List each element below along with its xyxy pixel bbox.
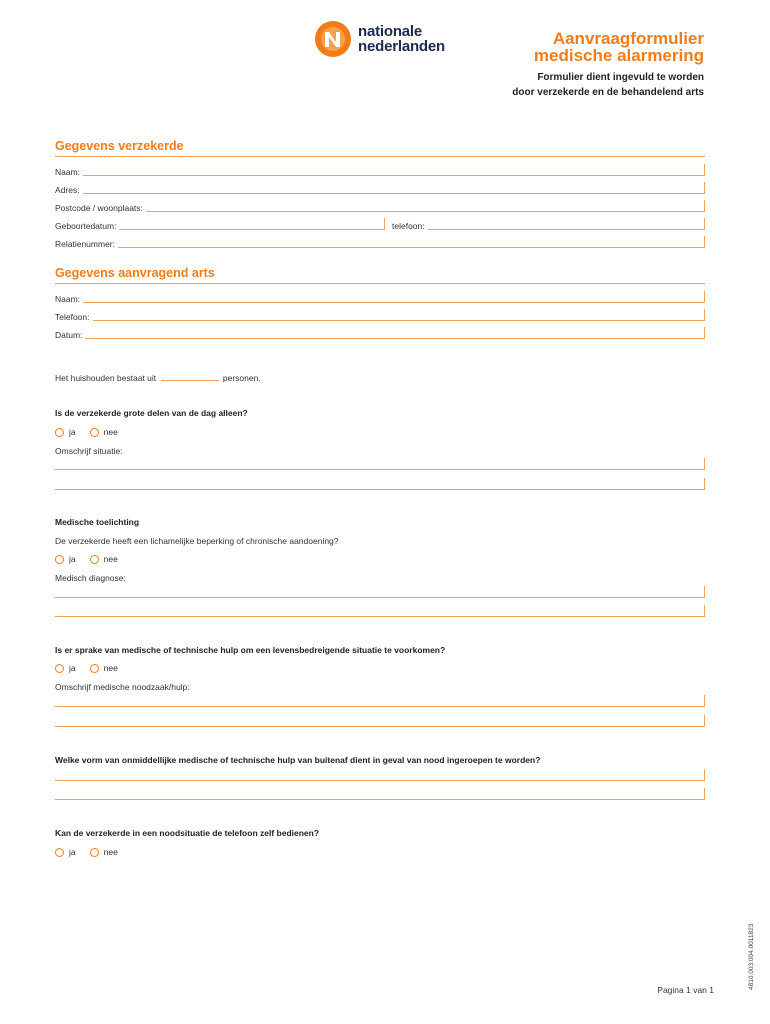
radio-circle-icon[interactable] [55,848,64,857]
radio-alone-no[interactable] [90,427,118,437]
question-help-form: Welke vorm van onmiddellijke medische of technische hulp van buitenaf dient in geval van nood ingeroepen te worden? [55,755,541,765]
line-tick [704,788,705,800]
radio-medical-yes[interactable] [55,554,76,564]
describe-help-label: Omschrijf medische noodzaak/hulp: [55,682,190,692]
radio-group-phone [55,847,132,857]
form-subtitle-line-1: Formulier dient ingevuld te worden [537,72,704,83]
radio-circle-icon[interactable] [55,664,64,673]
field-insured-relation-number[interactable] [55,236,705,250]
section-title-insured: Gegevens verzekerde [55,139,184,153]
line-tick [704,605,705,617]
field-insured-address[interactable] [55,182,705,196]
radio-circle-icon[interactable] [90,664,99,673]
radio-circle-icon[interactable] [90,428,99,437]
field-label: Postcode / woonplaats: [55,203,143,213]
radio-help-no[interactable] [90,663,118,673]
medical-heading: Medische toelichting [55,517,140,527]
line-bar [55,726,705,727]
line-bar [55,597,705,598]
input-line[interactable] [93,320,706,321]
field-doctor-date[interactable] [55,327,705,341]
input-line[interactable] [118,247,705,248]
help-form-line-2[interactable] [55,786,705,800]
nn-logo-icon [314,20,352,58]
input-line[interactable] [83,175,705,176]
radio-medical-no[interactable] [90,554,118,564]
input-line[interactable] [119,229,385,230]
radio-label: ja [69,427,76,437]
line-tick [704,586,705,598]
field-doctor-name[interactable] [55,291,705,305]
radio-phone-no[interactable] [90,847,118,857]
section-rule-insured [55,156,705,157]
question-phone: Kan de verzekerde in een noodsituatie de telefoon zelf bedienen? [55,828,320,838]
question-alone: Is de verzekerde grote delen van de dag alleen? [55,408,248,418]
help-form-line-1[interactable] [55,767,705,781]
field-label: Telefoon: [55,312,90,322]
field-insured-postcode[interactable] [55,200,705,214]
line-tick [704,715,705,727]
field-insured-phone[interactable] [392,218,705,232]
line-bar [55,780,705,781]
medical-question: De verzekerde heeft een lichamelijke beperking of chronische aandoening? [55,536,339,546]
diagnosis-label: Medisch diagnose: [55,573,126,583]
diagnosis-line-1[interactable] [55,584,705,598]
nn-logo [314,20,445,58]
household-line [55,372,261,383]
line-bar [55,489,705,490]
radio-label: nee [103,554,118,564]
radio-phone-yes[interactable] [55,847,76,857]
describe-situation-label: Omschrijf situatie: [55,446,123,456]
line-bar [55,706,705,707]
help-line-1[interactable] [55,693,705,707]
field-label: Geboortedatum: [55,221,117,231]
question-help: Is er sprake van medische of technische hulp om een levensbedreigende situatie te voorkomen? [55,645,446,655]
line-tick [704,769,705,781]
line-tick [704,478,705,490]
field-doctor-phone[interactable] [55,309,705,323]
field-label: Naam: [55,294,81,304]
logo-line-1: nationale [358,23,423,40]
form-title-line-2: medische alarmering [533,46,704,65]
radio-label: nee [103,427,118,437]
situation-line-2[interactable] [55,476,705,490]
input-line[interactable] [85,338,705,339]
radio-group-alone [55,427,132,437]
field-label: Datum: [55,330,83,340]
page-number: Pagina 1 van 1 [657,985,714,995]
radio-circle-icon[interactable] [90,555,99,564]
logo-text [358,24,445,54]
radio-group-help [55,663,132,673]
household-before: Het huishouden bestaat uit [55,373,157,383]
field-insured-name[interactable] [55,164,705,178]
radio-group-medical [55,554,132,564]
line-bar [55,616,705,617]
form-subtitle [512,70,704,100]
radio-label: nee [103,847,118,857]
radio-circle-icon[interactable] [55,555,64,564]
logo-line-2: nederlanden [358,38,445,55]
section-rule-doctor [55,283,705,284]
help-line-2[interactable] [55,713,705,727]
radio-label: ja [69,847,76,857]
input-line[interactable] [83,302,705,303]
radio-label: ja [69,554,76,564]
diagnosis-line-2[interactable] [55,603,705,617]
input-line[interactable] [83,193,705,194]
section-title-doctor: Gegevens aanvragend arts [55,266,215,280]
document-code: 4810.003.004.0011823 [748,923,755,990]
radio-circle-icon[interactable] [55,428,64,437]
field-label: Naam: [55,167,81,177]
field-insured-birthdate[interactable] [55,218,385,232]
household-count-input[interactable] [161,372,219,381]
line-tick [704,695,705,707]
form-title-line-1: Aanvraagformulier [552,29,704,48]
radio-circle-icon[interactable] [90,848,99,857]
line-bar [55,799,705,800]
radio-alone-yes[interactable] [55,427,76,437]
situation-line-1[interactable] [55,456,705,470]
radio-label: nee [103,663,118,673]
field-label: telefoon: [392,221,425,231]
form-title [534,30,704,64]
field-label: Adres: [55,185,80,195]
line-tick [704,458,705,470]
radio-help-yes[interactable] [55,663,76,673]
form-subtitle-line-2: door verzekerde en de behandelend arts [512,87,704,98]
radio-label: ja [69,663,76,673]
field-label: Relatienummer: [55,239,115,249]
household-after: personen. [222,373,261,383]
input-line[interactable] [428,229,705,230]
line-bar [55,469,705,470]
input-line[interactable] [146,211,705,212]
